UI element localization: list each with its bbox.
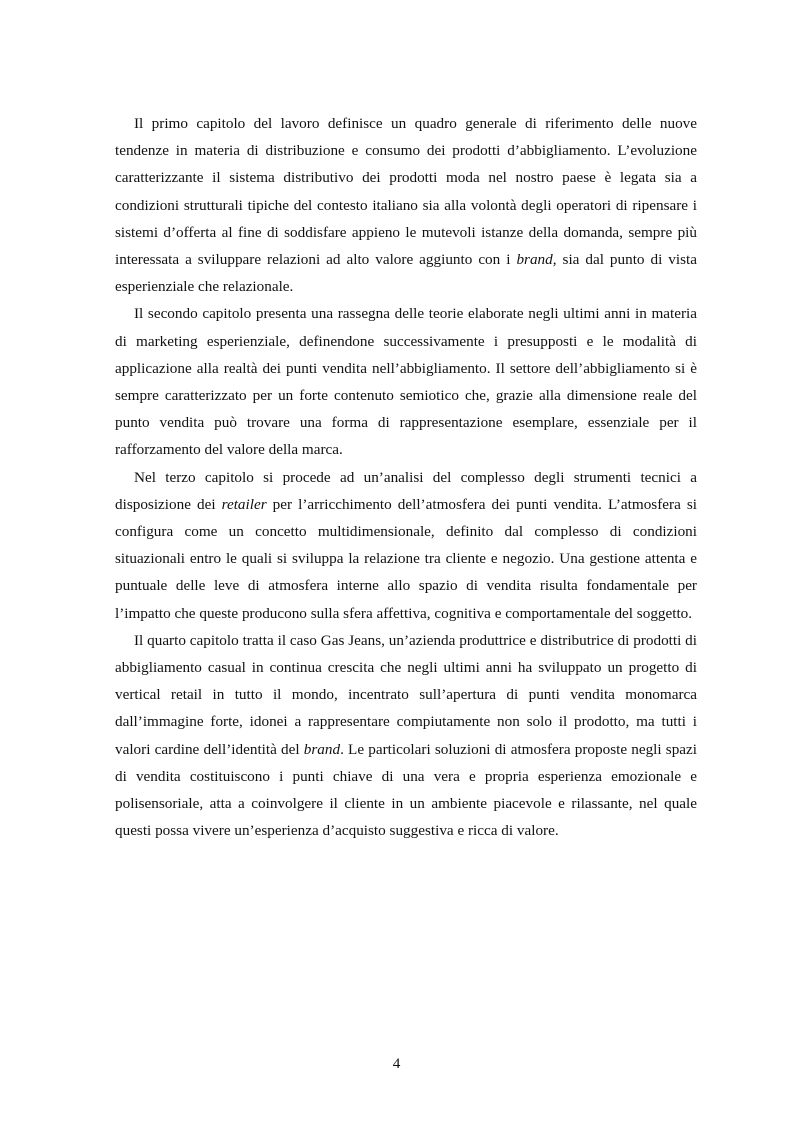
paragraph-1-text-b: , sia dal punto di vista esperienziale che relazionale.	[115, 251, 697, 296]
paragraph-1-text-a: Il primo capitolo del lavoro definisce un quadro generale di riferimento delle nuove tendenze in materia di distribuzione e consumo dei prodotti d’abbigliamento. L’evoluzione caratterizzante il sistema distributivo dei prodotti moda nel nostro paese è legata sia a condizioni strutturali tipiche del contesto italiano sia alla volontà degli operatori di ripensare i sistemi d’offerta al fine di soddisfare appieno le mutevoli istanze della domanda, sempre più interessata a sviluppare relazioni ad alto valore aggiunto con i	[115, 115, 697, 269]
paragraph-4	[115, 627, 697, 845]
page-number: 4	[392, 1055, 401, 1072]
paragraph-4-brand-term: brand	[303, 740, 341, 758]
paragraph-3	[115, 464, 697, 627]
paragraph-2-text: Il secondo capitolo presenta una rassegna delle teorie elaborate negli ultimi anni in materia di marketing esperienziale, definendone successivamente i presupposti e le modalità di applicazione alla realtà dei punti vendita nell’abbigliamento. Il settore dell’abbigliamento si è sempre caratterizzato per un forte contenuto semiotico che, grazie alla dimensione reale del punto vendita può trovare una forma di rappresentazione esemplare, essenziale per il rafforzamento del valore della marca.	[115, 305, 697, 459]
paragraph-4-text-a: Il quarto capitolo tratta il caso Gas Jeans, un’azienda produttrice e distributrice di prodotti di abbigliamento casual in continua crescita che negli ultimi anni ha sviluppato un progetto di vertical retail in tutto il mondo, incentrato sull’apertura di punti vendita monomarca dall’immagine forte, idonei a rappresentare compiutamente non solo il prodotto, ma tutti i valori cardine dell’identità del	[115, 631, 697, 758]
paragraph-3-text-b: per l’arricchimento dell’atmosfera dei punti vendita. L’atmosfera si configura come un concetto multidimensionale, definito dal complesso di condizioni situazionali entro le quali si sviluppa la relazione tra cliente e negozio. Una gestione attenta e puntuale delle leve di atmosfera interne allo spazio di vendita risulta fondamentale per l’impatto che queste producono sulla sfera affettiva, cognitiva e comportamentale del soggetto.	[115, 495, 697, 622]
paragraph-3-text-a: Nel terzo capitolo si procede ad un’analisi del complesso degli strumenti tecnici a disposizione dei	[115, 468, 697, 513]
paragraph-4-text-b: . Le particolari soluzioni di atmosfera proposte negli spazi di vendita costituiscono i punti chiave di una vera e propria esperienza emozionale e polisensoriale, atta a coinvolgere il cliente in un ambiente piacevole e rilassante, nel quale questi possa vivere un’esperienza d’acquisto suggestiva e ricca di valore.	[115, 740, 698, 840]
paragraph-3-retailer-term: retailer	[221, 495, 267, 513]
paragraph-1-brand-term: brand	[516, 251, 553, 269]
body-text	[115, 110, 697, 844]
paragraph-1	[115, 110, 697, 300]
paragraph-2	[115, 300, 697, 463]
